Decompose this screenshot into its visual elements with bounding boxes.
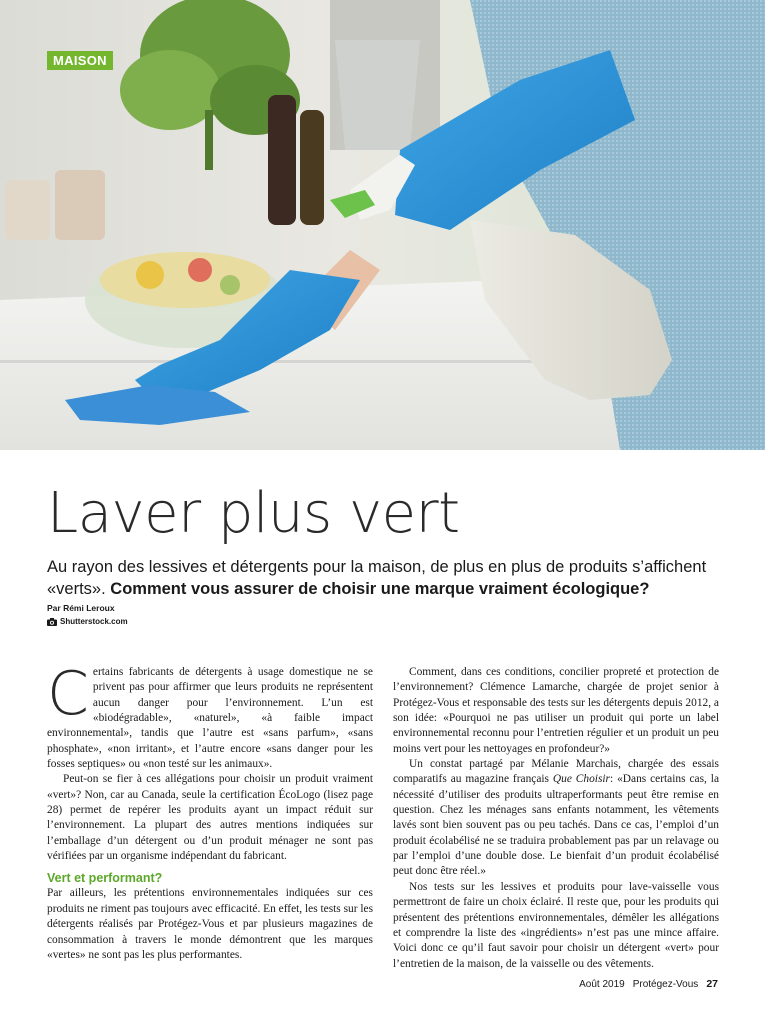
paragraph: Comment, dans ces conditions, concilier propreté et protection de l’environnement? Clémence Lamarche, chargée de projet senior à Protégez-Vous et responsable des tests sur les détergents depuis 2012, a son idée: «Pourquoi ne pas utiliser un produit qui porte un label environnemental reconnu pour l’entretien régulier et un produit un peu moins vert pour les nettoyages en profondeur?»	[393, 666, 719, 755]
dropcap: C	[47, 659, 89, 729]
photo-credit	[47, 617, 128, 626]
paragraph-text: ertains fabricants de détergents à usage domestique ne se privent pas pour affirmer que leurs produits ne représentent aucun danger pour l’environnement. L’un est «biodégradable», «naturel», «à faible impact environnemental», tandis que l’autre est «sans parfum», «sans phosphate», «non irritant», et l’autre encore «sans danger pour les fosses septiques» ou «non testé sur les animaux».	[47, 666, 373, 771]
body-column-left	[47, 659, 374, 963]
hero-photo	[0, 0, 765, 450]
section-tag: MAISON	[47, 51, 113, 70]
page-title: Laver plus vert	[47, 481, 460, 546]
paragraph	[393, 757, 719, 880]
paragraph	[47, 659, 373, 772]
paragraph: Nos tests sur les lessives et produits pour lave-vaisselle vous permettront de faire un choix éclairé. Il reste que, pour les produits qui présentent des prétentions environnementales, démêler les allégations et comprendre la liste des «ingrédients» n’est pas une mince affaire. Voici donc ce qu’il faut savoir pour choisir un détergent «vert» pour l’entretien de la maison, de la vaisselle ou des vêtements.	[393, 880, 719, 970]
body-column-right	[393, 665, 719, 972]
paragraph: Peut-on se fier à ces allégations pour choisir un produit vraiment «vert»? Non, car au Canada, seule la certification ÉcoLogo (lisez page 28) permet de repérer les produits ayant un impact réduit sur l’environnement. La plupart des autres mentions indiquées sur l’emballage d’un détergent ou d’un produit ménager ne sont pas vérifiées par un organisme indépendant du fabricant.	[47, 773, 373, 863]
page-footer	[579, 978, 718, 990]
deck	[47, 556, 727, 600]
page-number: 27	[706, 978, 718, 990]
paragraph-text: Un constat partagé par Mélanie Marchais, chargée des essais comparatifs au magazine français	[393, 758, 719, 786]
deck-bold: Comment vous assurer de choisir une marque vraiment écologique?	[110, 580, 650, 598]
byline: Par Rémi Leroux	[47, 603, 115, 613]
paragraph: Par ailleurs, les prétentions environnementales indiquées sur ces produits ne riment pas toujours avec efficacité. En effet, les tests sur les détergents réalisés par Protégez-Vous et par plusieurs magazines de consommation à travers le monde démontrent que les marques «vertes» ne sont pas les plus performantes.	[47, 887, 374, 961]
subheading: Vert et performant?	[47, 871, 163, 886]
camera-icon	[47, 618, 57, 626]
magazine-name: Protégez-Vous	[632, 979, 699, 990]
photo-credit-text: Shutterstock.com	[60, 617, 128, 626]
deck-regular: Au rayon des lessives et détergents pour la maison, de plus en plus de produits s’affichent «verts».	[47, 558, 707, 598]
magazine-name: Que Choisir	[552, 773, 610, 786]
hero-illustration	[0, 0, 765, 450]
paragraph-text: : «Dans certains cas, la nécessité d’utiliser des produits ultraperformants peut être remise en question. Chez les ménages sans enfants notamment, les vêtements lavés sont bien souvent pas ou peu tachés. Dans ce cas, l’emploi d’un produit écolabélisé ne se traduira probablement pas par un relavage ou par l’emploi d’une double dose. Le bienfait d’un produit écolabélisé peut donc être réel.»	[393, 773, 719, 878]
issue-date: Août 2019	[579, 979, 625, 990]
